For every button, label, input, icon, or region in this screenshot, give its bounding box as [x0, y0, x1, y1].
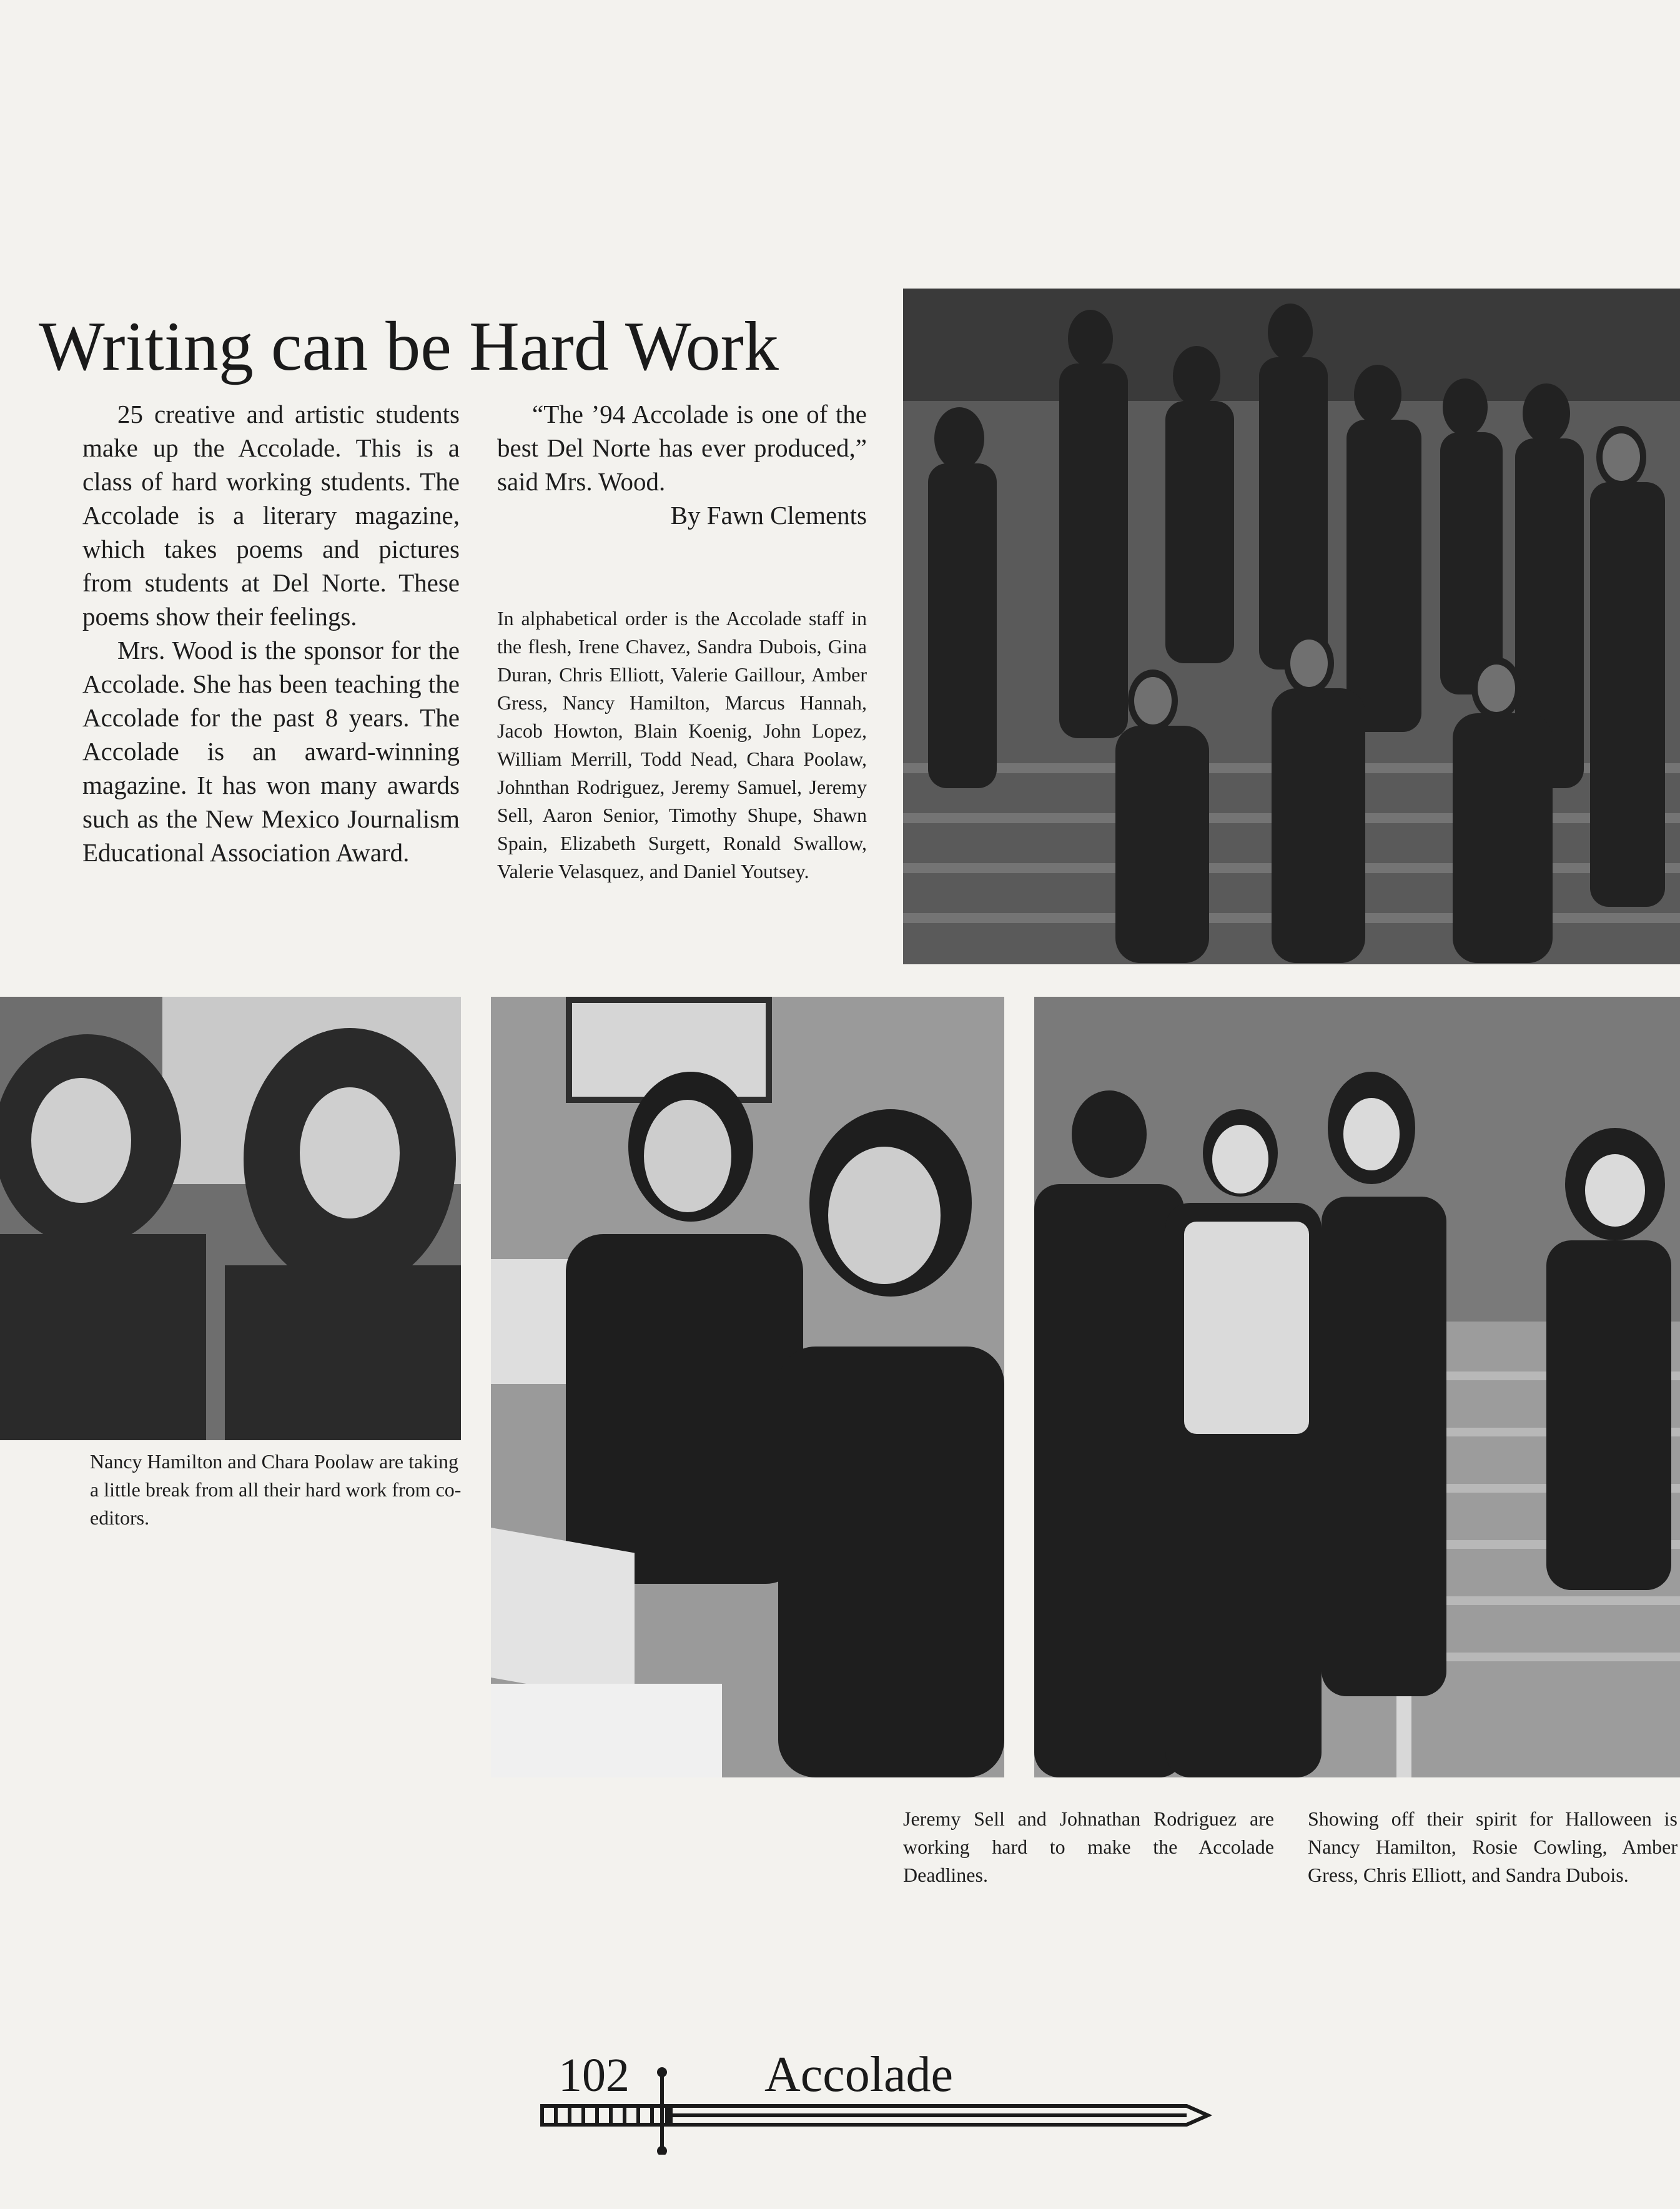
- article-body-column-1: [82, 397, 460, 869]
- page-number: 102: [558, 2049, 630, 2102]
- co-editors-caption: Nancy Hamilton and Chara Poolaw are taking a little break from all their hard work from co-editors.: [90, 1450, 462, 1529]
- article-body-column-2: [497, 397, 867, 532]
- staff-group-photo: [903, 289, 1680, 964]
- halloween-spirit-photo: [1034, 997, 1680, 1777]
- article-headline: Writing can be Hard Work: [39, 308, 779, 385]
- article-paragraph-1: 25 creative and artistic students make up the Accolade. This is a class of hard working students. The Accolade is a literary magazine, which takes poems and pictures from students at Del Norte. These poems show their feelings.: [82, 400, 460, 631]
- computer-work-photo: [491, 997, 1004, 1777]
- article-quote: “The ’94 Accolade is one of the best Del Norte has ever produced,” said Mrs. Wood.: [497, 400, 867, 496]
- section-title: Accolade: [764, 2047, 954, 2102]
- staff-photo-caption: In alphabetical order is the Accolade staff in the flesh, Irene Chavez, Sandra Dubois, Gina Duran, Chris Elliott, Valerie Gaillour, Amber Gress, Nancy Hamilton, Marcus Hannah, Jacob Howton, Blain Koenig, John Lopez, William Merrill, Todd Nead, Chara Poolaw, Johnthan Rodriguez, Jeremy Samuel, Jeremy Sell, Aaron Senior, Timothy Shupe, Shawn Spain, Elizabeth Surgett, Ronald Swallow, Valerie Velasquez, and Daniel Youtsey.: [497, 607, 867, 882]
- halloween-caption: Showing off their spirit for Halloween is Nancy Hamilton, Rosie Cowling, Amber Gress, Chris Elliott, and Sandra Dubois.: [1308, 1807, 1678, 1886]
- article-byline: By Fawn Clements: [670, 501, 867, 530]
- computer-work-caption: Jeremy Sell and Johnathan Rodriguez are working hard to make the Accolade Deadlines.: [903, 1807, 1274, 1886]
- article-paragraph-2: Mrs. Wood is the sponsor for the Accolade. She has been teaching the Accolade for the past 8 years. The Accolade is an award-winning magazine. It has won many awards such as the New Mexico Journalism Educational Association Award.: [82, 636, 460, 867]
- co-editors-photo: [0, 997, 461, 1440]
